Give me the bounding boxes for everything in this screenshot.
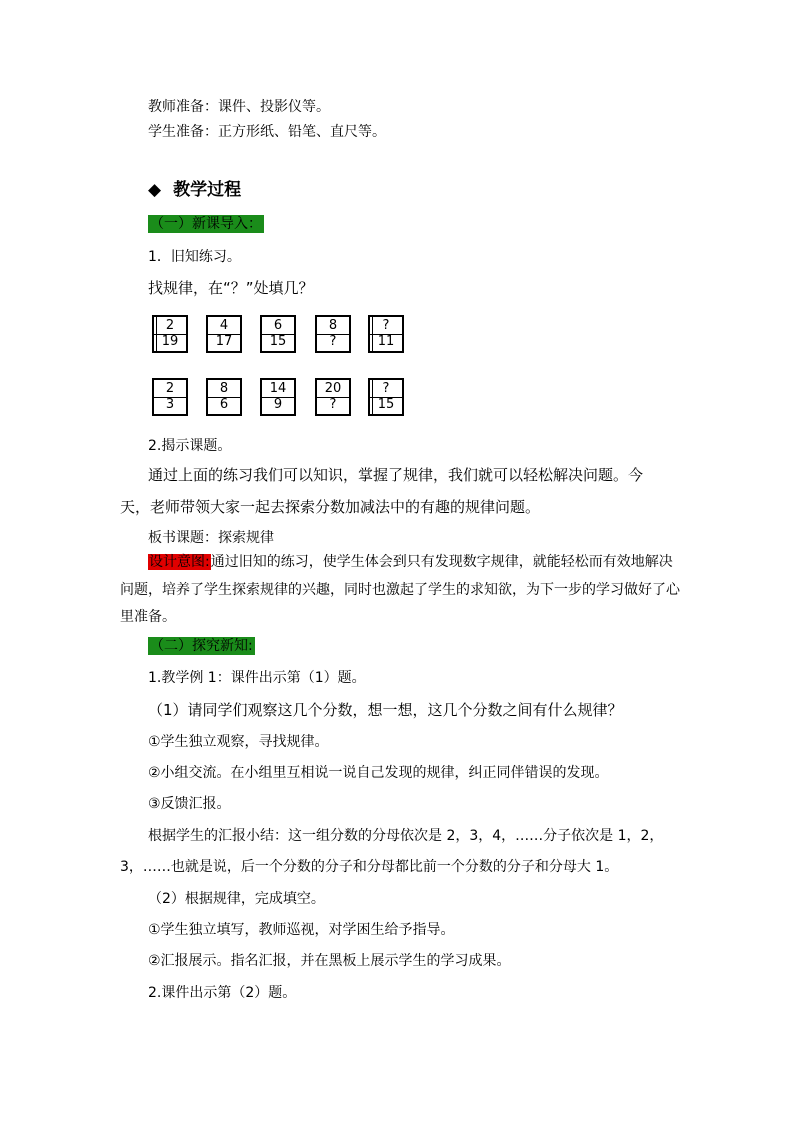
diamond-bullet-icon: ◆ bbox=[148, 180, 162, 200]
card-top: 20 bbox=[324, 381, 342, 396]
card-top: 2 bbox=[165, 318, 175, 333]
step1: ①学生独立观察，寻找规律。 bbox=[148, 734, 329, 750]
part1-item1: 1．旧知练习。 bbox=[148, 249, 241, 265]
number-card bbox=[315, 315, 351, 353]
card-bottom: 11 bbox=[377, 334, 395, 349]
part1-label-row bbox=[148, 214, 264, 234]
card-bottom: ? bbox=[329, 397, 337, 412]
example1: 1.教学例 1：课件出示第（1）题。 bbox=[148, 670, 366, 686]
question2: （2）根据规律，完成填空。 bbox=[148, 891, 325, 907]
board-title: 板书课题：探索规律 bbox=[148, 530, 274, 546]
number-card bbox=[368, 378, 404, 416]
part1-item2: 2.揭示课题。 bbox=[148, 438, 232, 454]
design-intent-line: 里准备。 bbox=[120, 609, 176, 625]
card-top: ? bbox=[382, 381, 390, 396]
step2: ②小组交流。在小组里互相说一说自己发现的规律，纠正同伴错误的发现。 bbox=[148, 765, 609, 781]
design-intent-row bbox=[148, 552, 673, 572]
student-prep: 学生准备：正方形纸、铅笔、直尺等。 bbox=[148, 124, 386, 140]
card-bottom: 6 bbox=[219, 397, 229, 412]
part2-label-row bbox=[148, 636, 255, 656]
number-card bbox=[206, 315, 242, 353]
part1-label: （一）新课导入： bbox=[150, 216, 262, 232]
card-bottom: 3 bbox=[165, 397, 175, 412]
example2: 2.课件出示第（2）题。 bbox=[148, 985, 297, 1001]
summary-line: 3，……也就是说，后一个分数的分子和分母都比前一个分数的分子和分母大 1。 bbox=[120, 859, 619, 875]
card-bottom: 15 bbox=[377, 397, 395, 412]
card-top: ? bbox=[382, 318, 390, 333]
task1: ①学生独立填写，教师巡视，对学困生给予指导。 bbox=[148, 922, 455, 938]
summary-line: 根据学生的汇报小结：这一组分数的分母依次是 2，3，4，……分子依次是 1，2， bbox=[148, 828, 664, 844]
number-card bbox=[260, 378, 296, 416]
number-card bbox=[206, 378, 242, 416]
design-intent-line: 问题，培养了学生探索规律的兴趣，同时也激起了学生的求知欲，为下一步的学习做好了心 bbox=[120, 582, 680, 598]
para-line: 天，老师带领大家一起去探索分数加减法中的有趣的规律问题。 bbox=[120, 498, 541, 516]
card-top: 4 bbox=[219, 318, 229, 333]
section-heading bbox=[148, 180, 241, 200]
card-bottom: 19 bbox=[161, 334, 179, 349]
number-card bbox=[152, 315, 188, 353]
card-top: 6 bbox=[273, 318, 283, 333]
number-card bbox=[368, 315, 404, 353]
step3: ③反馈汇报。 bbox=[148, 796, 231, 812]
card-bottom: 17 bbox=[215, 334, 233, 349]
task2: ②汇报展示。指名汇报，并在黑板上展示学生的学习成果。 bbox=[148, 953, 511, 969]
card-bottom: 9 bbox=[273, 397, 283, 412]
card-top: 8 bbox=[219, 381, 229, 396]
design-intent-label: 设计意图: bbox=[149, 554, 210, 570]
teacher-prep: 教师准备：课件、投影仪等。 bbox=[148, 99, 330, 115]
design-intent-text: 通过旧知的练习，使学生体会到只有发现数字规律，就能轻松而有效地解决 bbox=[210, 554, 673, 570]
part2-label: （二）探究新知: bbox=[150, 638, 253, 654]
card-bottom: 15 bbox=[269, 334, 287, 349]
question1: （1）请同学们观察这几个分数，想一想，这几个分数之间有什么规律？ bbox=[148, 701, 623, 719]
part1-prompt: 找规律，在“？”处填几？ bbox=[148, 279, 314, 297]
card-top: 14 bbox=[269, 381, 287, 396]
card-top: 2 bbox=[165, 381, 175, 396]
card-top: 8 bbox=[328, 318, 338, 333]
number-card bbox=[260, 315, 296, 353]
number-card bbox=[152, 378, 188, 416]
card-bottom: ? bbox=[329, 334, 337, 349]
number-card bbox=[315, 378, 351, 416]
para-line: 通过上面的练习我们可以知识，掌握了规律，我们就可以轻松解决问题。今 bbox=[148, 466, 644, 484]
section-title: 教学过程 bbox=[173, 180, 242, 200]
